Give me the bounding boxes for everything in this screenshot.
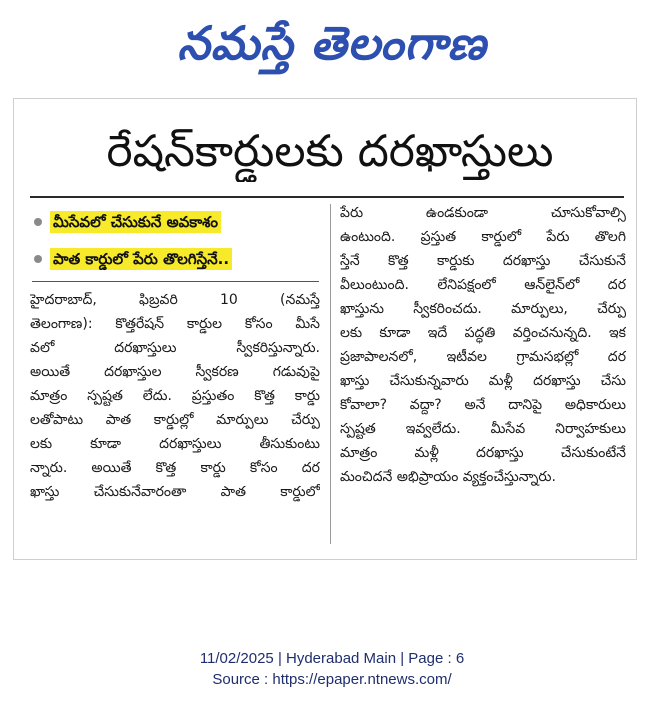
- article-headline: రేషన్‌కార్డులకు దరఖాస్తులు: [106, 126, 554, 177]
- body-line: ఉంటుంది. ప్రస్తుత కార్డులో పేరు తొలగి: [340, 229, 626, 245]
- bullet-point-2: [32, 246, 314, 272]
- body-line: లకు కూడా దరఖాస్తులు తీసుకుంటు: [30, 436, 320, 452]
- body-line: కోవాలా? వద్దా? అనే దానిపై అధికారులు: [340, 397, 626, 413]
- newspaper-masthead: నమస్తే తెలంగాణ: [177, 16, 487, 70]
- body-line: మాత్రం మళ్లీ దరఖాస్తు చేసుకుంటేనే: [340, 445, 626, 461]
- bullet-point-1: [32, 209, 314, 235]
- body-line: ఖాస్తు చేసుకునేవారంతా పాత కార్డులో: [30, 484, 320, 500]
- source-link[interactable]: Source : https://epaper.ntnews.com/: [212, 671, 452, 688]
- body-line: మాత్రం స్పష్టత లేదు. ప్రస్తుతం కొత్త కార్డు: [30, 388, 320, 404]
- body-line: ప్రజాపాలనలో, ఇటీవల గ్రామసభల్లో దర: [340, 349, 626, 365]
- body-line: హైదరాబాద్, ఫిబ్రవరి 10 (నమస్తే: [30, 292, 320, 308]
- body-line: తెలంగాణ): కొత్తరేషన్ కార్డుల కోసం మీసే: [30, 316, 320, 332]
- body-line: వీలుంటుంది. లేనిపక్షంలో ఆన్‌లైన్‌లో దర: [340, 277, 626, 293]
- body-line: లతోపాటు పాత కార్డుల్లో మార్పులు చేర్పు: [30, 412, 320, 428]
- body-line: పేరు ఉండకుండా చూసుకోవాల్సి: [340, 205, 626, 221]
- column-divider: [330, 204, 331, 544]
- body-line: న్నారు. అయితే కొత్త కార్డు కోసం దర: [30, 460, 320, 476]
- bullet-text-2: పాత కార్డులో పేరు తొలగిస్తేనే..: [50, 248, 232, 270]
- bullet-dot-icon: [34, 218, 42, 226]
- body-line: స్పష్టత ఇవ్వలేదు. మీసేవ నిర్వాహకులు: [340, 421, 626, 437]
- body-line: ఖాస్తు చేసుకున్నవారు మళ్లీ దరఖాస్తు చేసు: [340, 373, 626, 389]
- body-line: అయితే దరఖాస్తుల స్వీకరణ గడువుపై: [30, 364, 320, 380]
- body-line: మంచిదనే అభిప్రాయం వ్యక్తంచేస్తున్నారు.: [340, 469, 556, 485]
- bullet-dot-icon: [34, 255, 42, 263]
- bullet-divider: [32, 281, 319, 282]
- edition-info: 11/02/2025 | Hyderabad Main | Page : 6: [199, 650, 465, 667]
- article-left-column: [30, 288, 320, 504]
- bullet-text-1: మీసేవలో చేసుకునే అవకాశం: [50, 211, 221, 233]
- body-line: స్తేనే కొత్త కార్డుకు దరఖాస్తు చేసుకునే: [340, 253, 626, 269]
- body-line: వలో దరఖాస్తులు స్వీకరిస్తున్నారు.: [30, 340, 320, 356]
- body-line: ఖాస్తును స్వీకరించదు. మార్పులు, చేర్పు: [340, 301, 626, 317]
- body-line: లకు కూడా ఇదే పద్ధతి వర్తించనున్నది. ఇక: [340, 325, 626, 341]
- article-right-column: [340, 201, 626, 489]
- headline-divider: [30, 196, 624, 198]
